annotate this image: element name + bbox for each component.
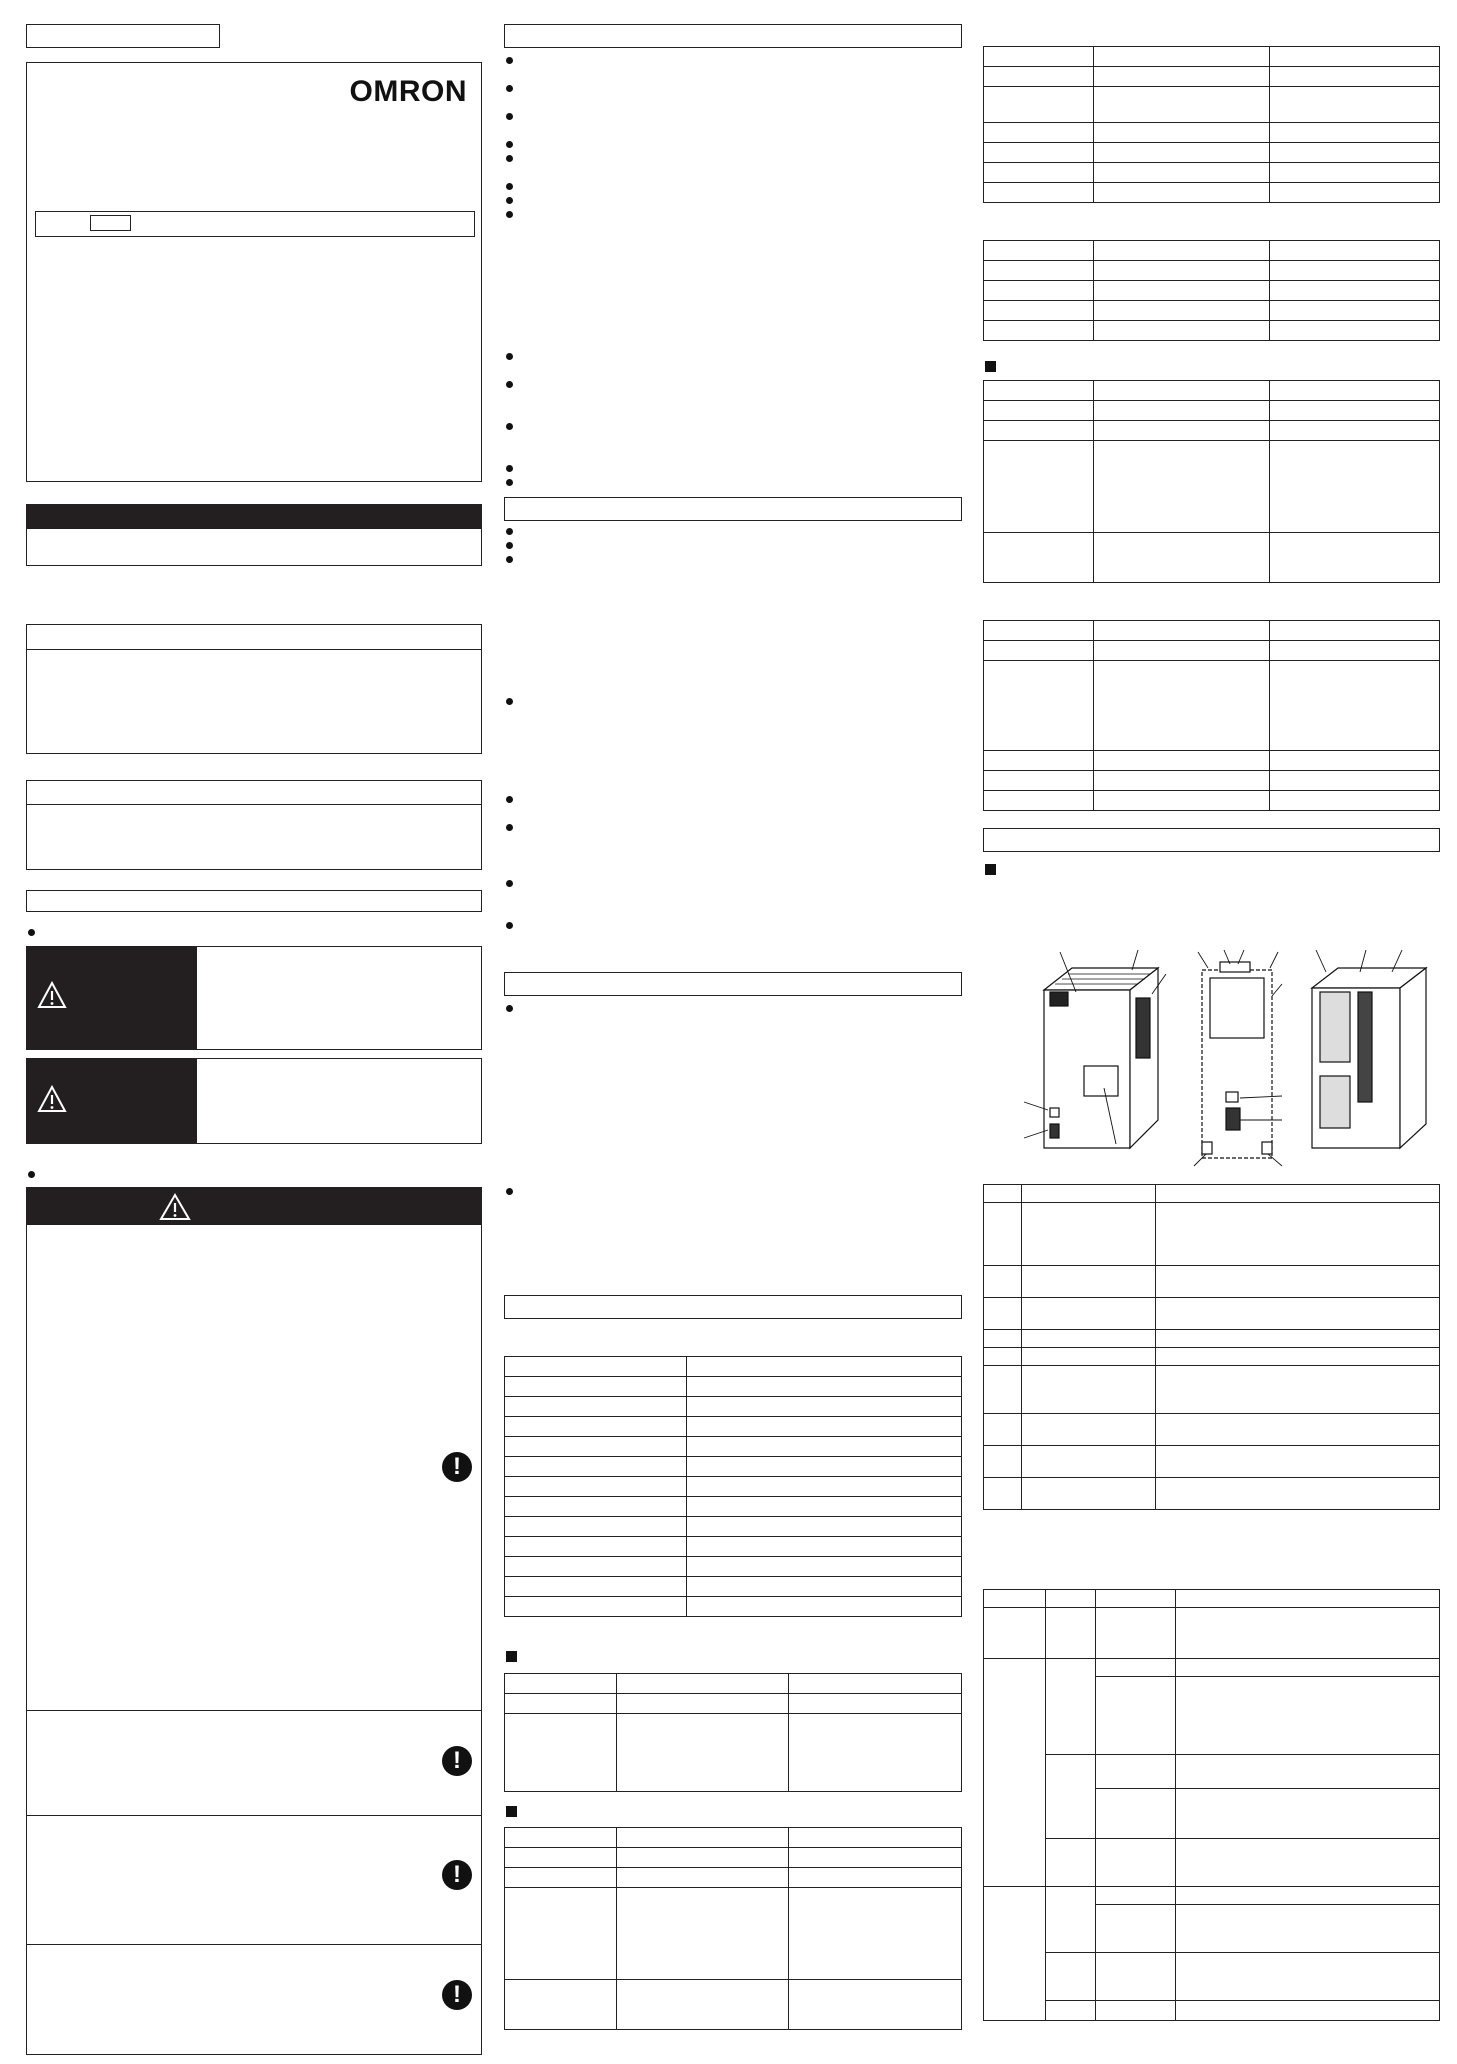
- model-frame: [35, 211, 475, 237]
- section-marker: [506, 1651, 517, 1662]
- precautions-heading-box: [504, 24, 962, 48]
- warning-block-header: [27, 1188, 481, 1225]
- general-spec-table: [504, 1356, 962, 1617]
- unit-front-orthographic: [1194, 950, 1282, 1166]
- exclamation-circle-icon: !: [442, 1452, 472, 1482]
- usage-heading-box: [504, 497, 962, 521]
- indicator-table: [983, 1589, 1440, 2021]
- bullet: [28, 1171, 35, 1178]
- bullet: [28, 929, 35, 936]
- bullet: [506, 479, 513, 486]
- unit-illustration: [1020, 948, 1440, 1168]
- warning-definition-box: [26, 946, 482, 1050]
- bullet: [506, 542, 513, 549]
- spec-table-a: [504, 1673, 962, 1792]
- spec-table-e: [983, 380, 1440, 583]
- bullet: [506, 183, 513, 190]
- unit-open-view: [1312, 950, 1426, 1148]
- exclamation-circle-icon: !: [442, 1980, 472, 2010]
- bullet: [506, 381, 513, 388]
- omron-logo: OMRON: [349, 75, 467, 108]
- bullet: [506, 880, 513, 887]
- section-marker: [985, 864, 996, 875]
- specifications-heading-box: [504, 1295, 962, 1319]
- warning-triangle-icon: [37, 981, 67, 1009]
- unit-front-view: [1024, 950, 1166, 1148]
- notice-box-1: [26, 624, 482, 754]
- safety-heading-box: [26, 890, 482, 912]
- bullet: [506, 57, 513, 64]
- heading-box: [504, 972, 962, 996]
- bullet: [506, 353, 513, 360]
- bullet: [506, 423, 513, 430]
- section-marker: [985, 361, 996, 372]
- model-number-box: [90, 215, 131, 231]
- nomenclature-table: [983, 1184, 1440, 1510]
- warning-triangle-icon: [159, 1193, 191, 1221]
- bullet: [506, 1005, 513, 1012]
- bullet: [506, 141, 513, 148]
- warning-block: [26, 1187, 482, 2055]
- exclamation-circle-icon: !: [442, 1746, 472, 1776]
- nomenclature-heading-box: [983, 828, 1440, 852]
- top-left-label-box: [26, 24, 220, 48]
- bullet: [506, 155, 513, 162]
- spec-table-b: [504, 1827, 962, 2030]
- notice-box-2: [26, 780, 482, 870]
- bullet: [506, 113, 513, 120]
- bullet: [506, 824, 513, 831]
- bullet: [506, 556, 513, 563]
- bullet: [506, 528, 513, 535]
- bullet: [506, 211, 513, 218]
- bullet: [506, 796, 513, 803]
- bullet: [506, 698, 513, 705]
- bullet: [506, 922, 513, 929]
- exclamation-circle-icon: !: [442, 1860, 472, 1890]
- caution-definition-box: [26, 1058, 482, 1144]
- spec-table-c: [983, 46, 1440, 203]
- bullet: [506, 1188, 513, 1195]
- section-marker: [506, 1806, 517, 1817]
- warning-triangle-icon: [37, 1085, 67, 1113]
- bullet: [506, 85, 513, 92]
- spec-table-d: [983, 240, 1440, 341]
- cover-frame: [26, 62, 482, 482]
- bullet: [506, 197, 513, 204]
- section-body-box: [26, 504, 482, 566]
- spec-table-f: [983, 620, 1440, 811]
- bullet: [506, 465, 513, 472]
